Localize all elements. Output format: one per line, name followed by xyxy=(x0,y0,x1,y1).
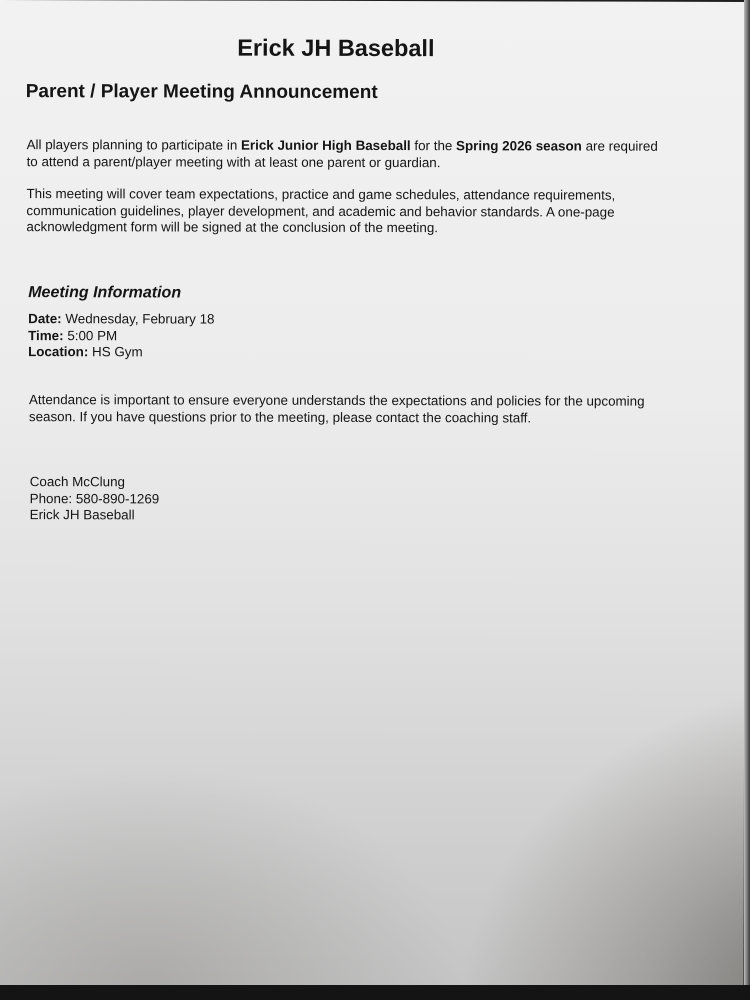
location-label: Location: xyxy=(28,344,89,360)
location-value: HS Gym xyxy=(88,344,143,360)
intro-season: Spring 2026 season xyxy=(456,138,582,154)
intro-text-1: All players planning to participate in xyxy=(26,137,242,153)
table-surface xyxy=(0,985,750,1000)
coach-name: Coach McClung xyxy=(29,474,126,490)
intro-program-name: Erick Junior High Baseball xyxy=(240,137,411,154)
meeting-info-block xyxy=(28,311,214,361)
date-label: Date: xyxy=(28,311,62,327)
intro-paragraph xyxy=(27,137,667,172)
date-row xyxy=(28,311,214,328)
time-label: Time: xyxy=(28,327,64,343)
attendance-paragraph: Attendance is important to ensure everyone understands the expectations and policies for the upcoming season. If you have questions prior to the meeting, please contact the coaching staff. xyxy=(28,392,645,425)
document-subtitle: Parent / Player Meeting Announcement xyxy=(25,81,378,103)
time-row xyxy=(28,328,214,345)
paper-right-edge xyxy=(744,0,750,1000)
signature-block xyxy=(30,474,160,524)
document-title: Erick JH Baseball xyxy=(237,34,435,62)
signature-org: Erick JH Baseball xyxy=(29,507,135,523)
intro-text-3: are required to attend a parent/player meeting with at least one parent or guardian. xyxy=(26,138,658,170)
location-row xyxy=(28,344,214,361)
date-value: Wednesday, February 18 xyxy=(61,311,215,327)
time-value: 5:00 PM xyxy=(63,327,118,343)
coach-phone: Phone: 580-890-1269 xyxy=(29,490,160,506)
meeting-info-heading: Meeting Information xyxy=(28,284,182,302)
details-paragraph: This meeting will cover team expectations, practice and game schedules, attendance requirements, communication guidelines, player development, and academic and behavior standards. A one-page acknowledgment form will be signed at the conclusion of the meeting. xyxy=(26,186,616,236)
intro-text-2: for the xyxy=(410,138,457,154)
